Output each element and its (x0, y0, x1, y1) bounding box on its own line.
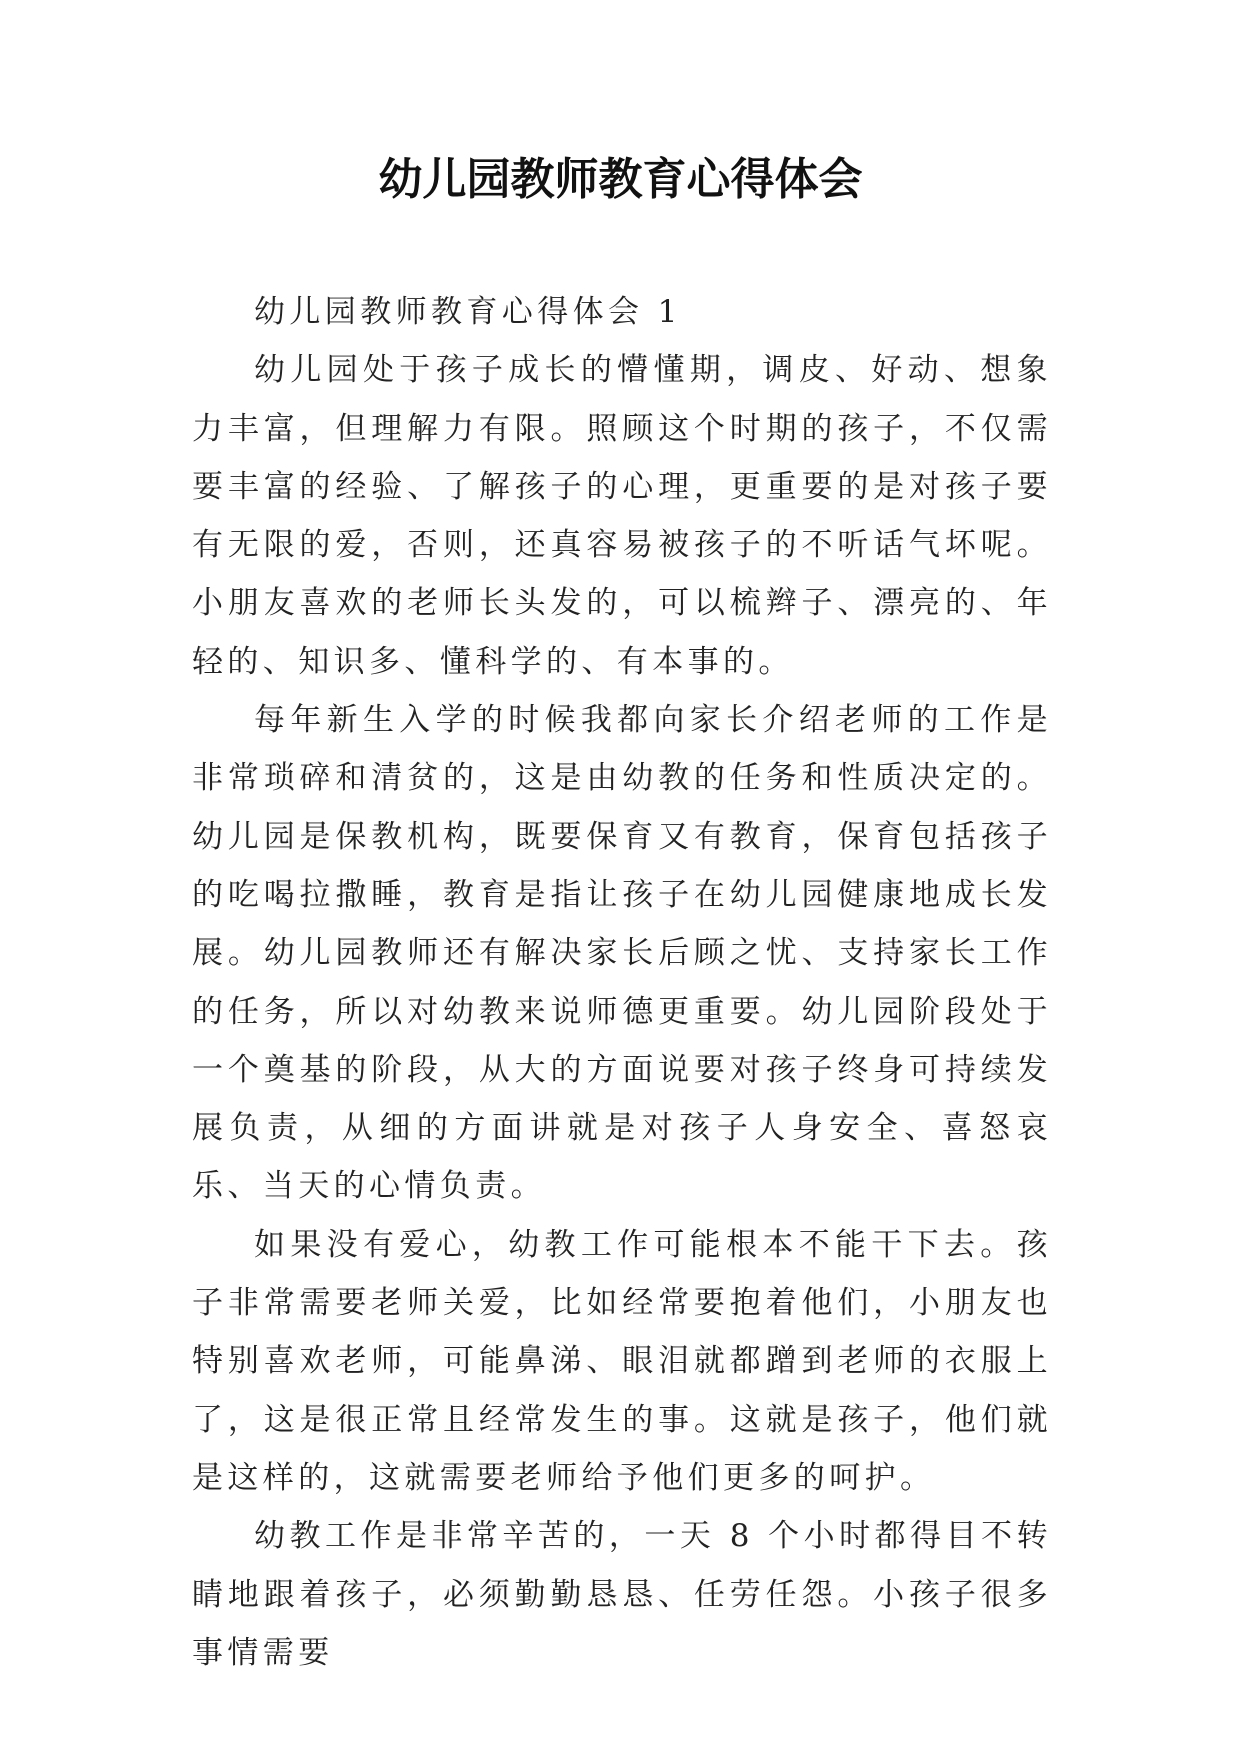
document-title: 幼儿园教师教育心得体会 (378, 154, 863, 205)
paragraph-1: 幼儿园处于孩子成长的懵懂期，调皮、好动、想象力丰富，但理解力有限。照顾这个时期的孩子，不仅需要丰富的经验、了解孩子的心理，更重要的是对孩子要有无限的爱，否则，还真容易被孩子的不听话气坏呢。小朋友喜欢的老师长头发的，可以梳辫子、漂亮的、年轻的、知识多、懂科学的、有本事的。 (192, 352, 1052, 680)
document-body (192, 283, 1052, 1682)
paragraph-2: 每年新生入学的时候我都向家长介绍老师的工作是非常琐碎和清贫的，这是由幼教的任务和性质决定的。幼儿园是保教机构，既要保育又有教育，保育包括孩子的吃喝拉撒睡，教育是指让孩子在幼儿园健康地成长发展。幼儿园教师还有解决家长后顾之忧、支持家长工作的任务，所以对幼教来说师德更重要。幼儿园阶段处于一个奠基的阶段，从大的方面说要对孩子终身可持续发展负责，从细的方面讲就是对孩子人身安全、喜怒哀乐、当天的心情负责。 (192, 702, 1052, 1205)
paragraph-3: 如果没有爱心，幼教工作可能根本不能干下去。孩子非常需要老师关爱，比如经常要抱着他们，小朋友也特别喜欢老师，可能鼻涕、眼泪就都蹭到老师的衣服上了，这是很正常且经常发生的事。这就是孩子，他们就是这样的，这就需要老师给予他们更多的呵护。 (192, 1226, 1052, 1496)
section-heading: 幼儿园教师教育心得体会 1 (254, 294, 682, 330)
paragraph-4: 幼教工作是非常辛苦的，一天 8 个小时都得目不转睛地跟着孩子，必须勤勤恳恳、任劳任怨。小孩子很多事情需要 (192, 1518, 1052, 1671)
